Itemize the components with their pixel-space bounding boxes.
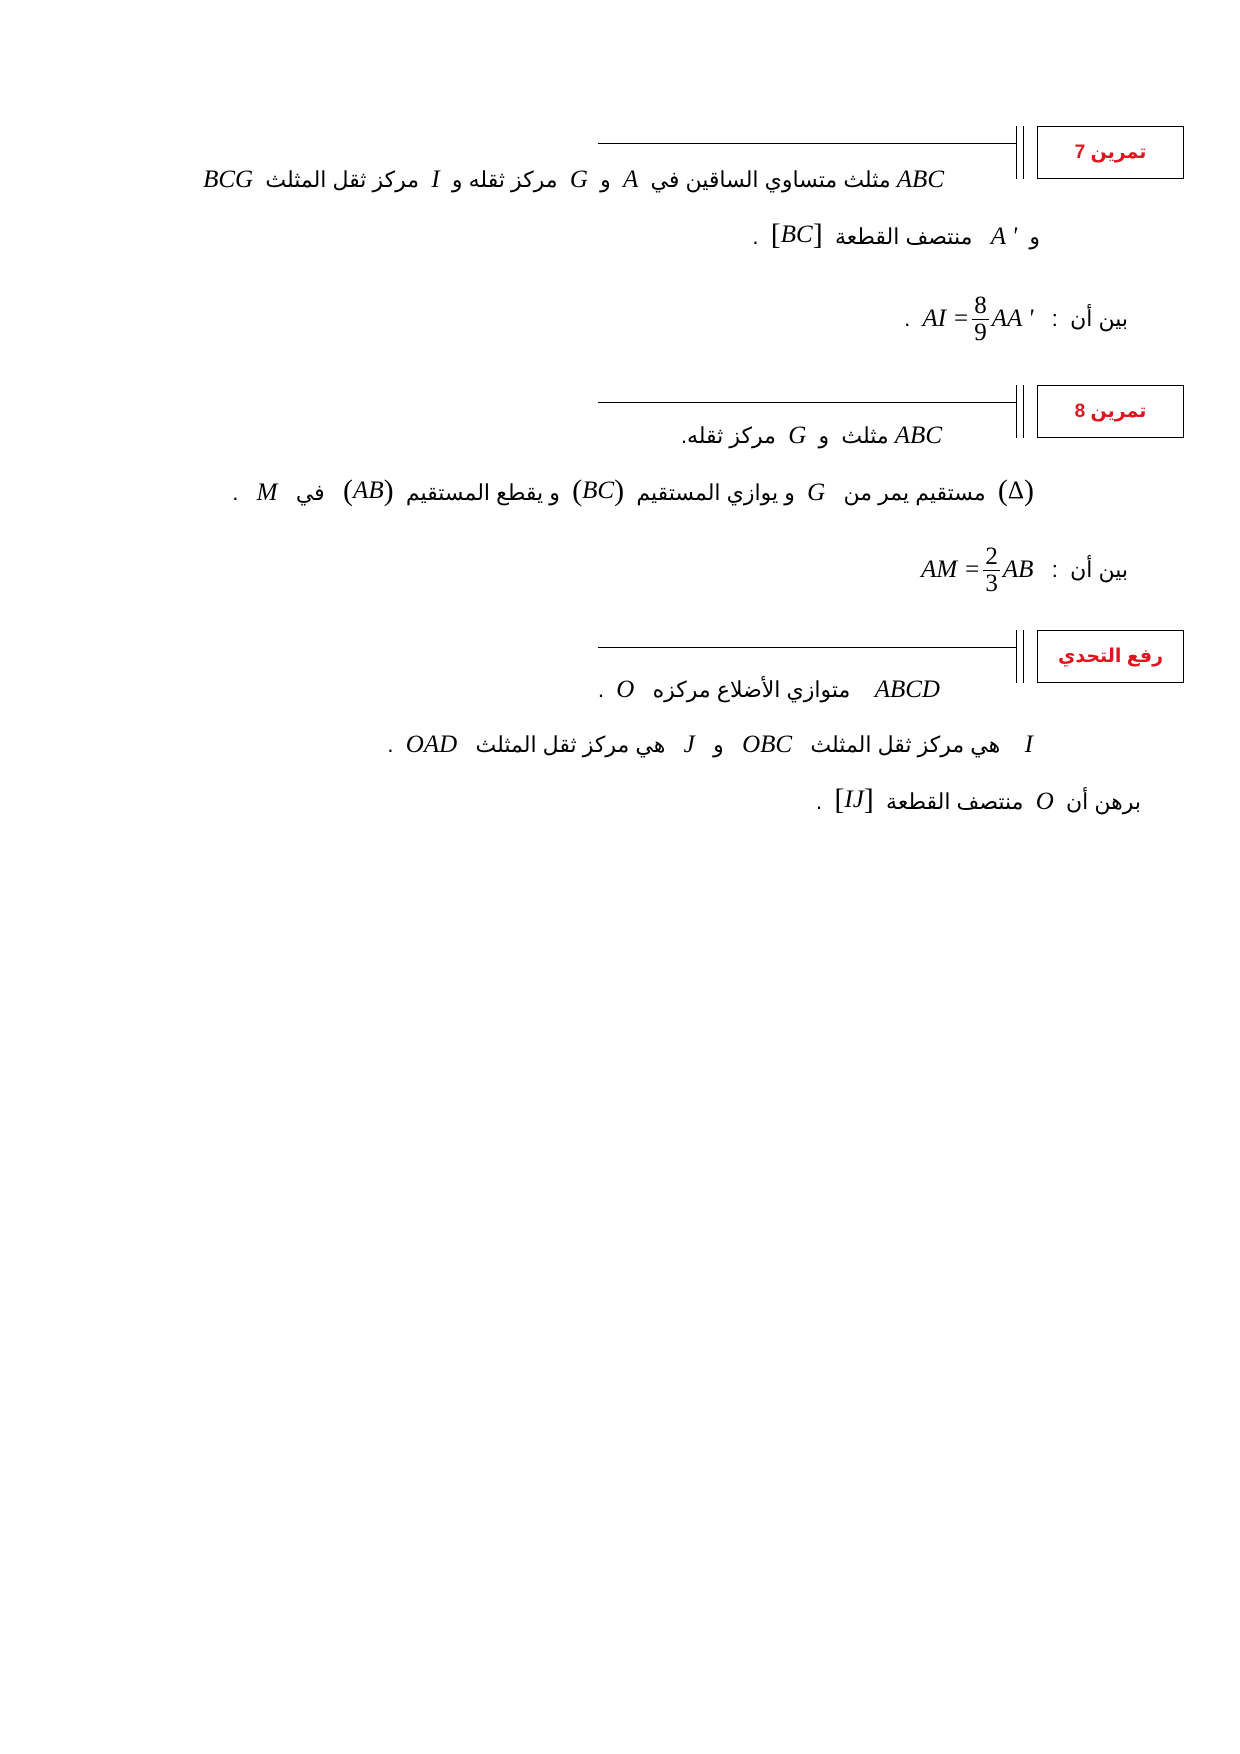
formula — [921, 542, 1033, 598]
text-fragment: مستقيم يمر من — [843, 480, 986, 505]
formula — [923, 291, 1034, 347]
header-rule — [598, 402, 1016, 403]
math-expr: AB — [353, 477, 384, 504]
math-expr: G — [788, 422, 807, 449]
challenge-line-3 — [0, 785, 1141, 817]
exercise-8-line-1 — [0, 421, 942, 451]
math-expr: G — [807, 479, 826, 506]
text-fragment: هي مركز ثقل المثلث — [810, 732, 1001, 757]
math-expr: A ' — [990, 223, 1018, 250]
header-divider — [1016, 630, 1017, 683]
exercise-title: رفع التحدي — [1057, 646, 1164, 667]
text-fragment: و — [600, 167, 611, 192]
fraction — [972, 293, 989, 346]
math-expr: IJ — [844, 786, 864, 813]
text-fragment: بين أن — [1070, 557, 1128, 582]
text-fragment: في — [295, 480, 325, 505]
math-expr: M — [256, 479, 278, 506]
text-fragment: مركز ثقله و — [451, 167, 558, 192]
math-expr: O — [616, 676, 635, 703]
segment-notation: [ BC ] — [770, 218, 823, 251]
exercise-title-box — [1037, 630, 1184, 683]
exercise-title-box — [1037, 385, 1184, 438]
math-expr: AI = — [922, 305, 970, 332]
line-notation: ( Δ ) — [997, 474, 1034, 507]
text-fragment: مركز ثقل المثلث — [265, 167, 420, 192]
text-fragment: : — [1051, 557, 1058, 582]
text-fragment: برهن أن — [1066, 789, 1141, 814]
math-expr: ABC — [894, 422, 942, 449]
math-expr: Δ — [1007, 477, 1024, 504]
header-divider — [1023, 630, 1024, 683]
exercise-7-line-2 — [0, 220, 1040, 252]
text-fragment: . — [816, 789, 823, 814]
exercise-7-line-3 — [0, 291, 1128, 347]
header-divider — [1023, 385, 1024, 438]
text-fragment: . — [232, 480, 239, 505]
math-expr: G — [569, 166, 588, 193]
exercise-title-box — [1037, 126, 1184, 179]
exercise-8-line-3 — [0, 542, 1128, 598]
math-expr: AB — [1002, 556, 1034, 583]
text-fragment: و — [713, 732, 724, 757]
fraction-denominator: 9 — [974, 318, 987, 346]
text-fragment: . — [597, 677, 604, 702]
header-rule — [598, 647, 1016, 648]
math-expr: O — [1035, 788, 1054, 815]
fraction-denominator: 3 — [985, 569, 998, 597]
text-fragment: مثلث متساوي الساقين في — [650, 167, 891, 192]
math-expr: BC — [780, 221, 813, 248]
text-fragment: منتصف القطعة — [886, 789, 1024, 814]
fraction-numerator: 8 — [974, 291, 987, 319]
text-fragment: و يوازي المستقيم — [636, 480, 795, 505]
text-fragment: مركز ثقله. — [680, 423, 776, 448]
math-expr: OAD — [405, 731, 458, 758]
text-fragment: . — [904, 306, 911, 331]
header-rule — [598, 143, 1016, 144]
text-fragment: و يقطع المستقيم — [405, 480, 560, 505]
text-fragment: منتصف القطعة — [834, 224, 973, 249]
segment-notation: [ IJ ] — [834, 783, 874, 816]
header-divider — [1023, 126, 1024, 179]
text-fragment: و — [818, 423, 830, 448]
challenge-line-1 — [0, 675, 940, 705]
fraction — [983, 544, 1000, 597]
math-expr: J — [683, 731, 695, 758]
math-expr: OBC — [742, 731, 793, 758]
math-expr: ABC — [896, 166, 944, 193]
exercise-title: تمرين 8 — [1074, 401, 1147, 422]
math-expr: I — [431, 166, 440, 193]
text-fragment: و — [1029, 224, 1040, 249]
exercise-8-line-2 — [0, 476, 1034, 508]
text-fragment: مثلث — [841, 423, 889, 448]
text-fragment: هي مركز ثقل المثلث — [475, 732, 666, 757]
fraction-numerator: 2 — [985, 542, 998, 570]
math-expr: A — [622, 166, 639, 193]
line-notation: ( BC ) — [572, 474, 625, 507]
text-fragment: : — [1051, 306, 1058, 331]
math-expr: ABCD — [874, 676, 940, 703]
math-expr: I — [1024, 731, 1033, 758]
text-fragment: . — [752, 224, 759, 249]
header-divider — [1016, 126, 1017, 179]
text-fragment: متوازي الأضلاع مركزه — [652, 677, 851, 702]
exercise-title: تمرين 7 — [1074, 142, 1147, 163]
header-divider — [1016, 385, 1017, 438]
line-notation: ( AB ) — [343, 474, 394, 507]
math-expr: AM = — [921, 556, 981, 583]
math-expr: BCG — [203, 166, 254, 193]
math-expr: AA ' — [991, 305, 1034, 332]
math-expr: BC — [582, 477, 615, 504]
exercise-7-line-1 — [0, 165, 944, 195]
text-fragment: بين أن — [1070, 306, 1128, 331]
text-fragment: . — [387, 732, 394, 757]
challenge-line-2 — [0, 730, 1033, 760]
